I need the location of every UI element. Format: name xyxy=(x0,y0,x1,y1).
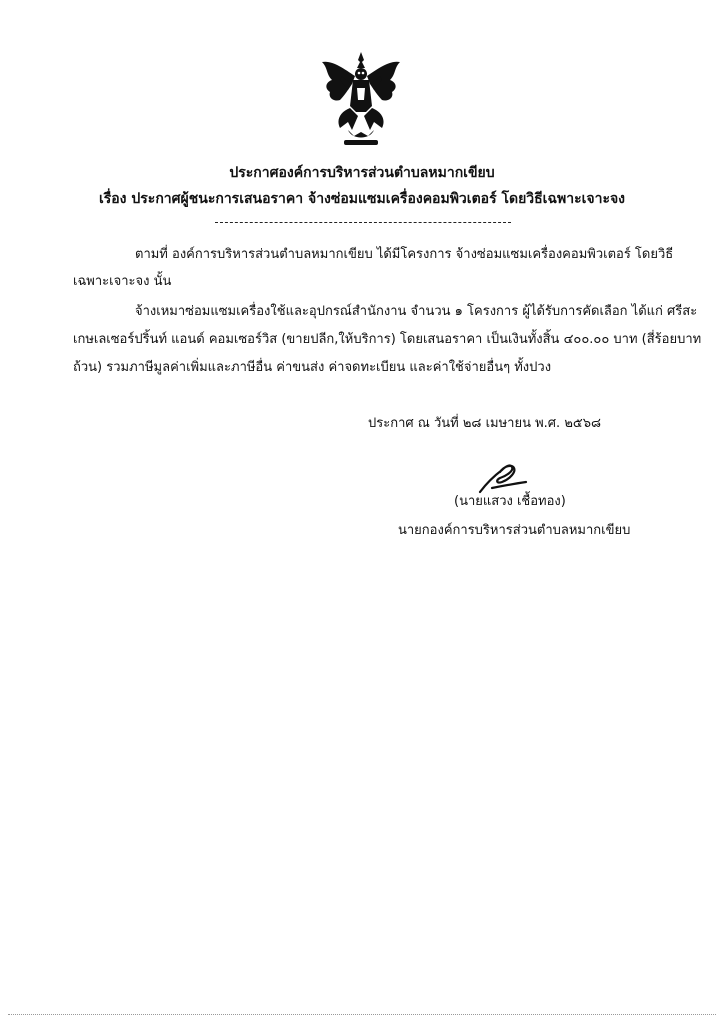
page-bottom-divider xyxy=(8,1014,716,1015)
paragraph-1-line-1: ตามที่ องค์การบริหารส่วนตำบลหมากเขียบ ได้มีโครงการ จ้างซ่อมแซมเครื่องคอมพิวเตอร์ โดยวิธี xyxy=(135,247,674,262)
paragraph-2-line-3: ถ้วน) รวมภาษีมูลค่าเพิ่มและภาษีอื่น ค่าขนส่ง ค่าจดทะเบียน และค่าใช้จ่ายอื่นๆ ทั้งปวง xyxy=(73,360,552,375)
signer-name: (นายแสวง เชื้อทอง) xyxy=(454,494,566,509)
paragraph-2-line-1: จ้างเหมาซ่อมแซมเครื่องใช้และอุปกรณ์สำนักงาน จำนวน ๑ โครงการ ผู้ได้รับการคัดเลือก ได้แก่ ศรีสะ xyxy=(135,304,698,319)
garuda-emblem-icon xyxy=(318,50,404,150)
paragraph-1-line-2: เฉพาะเจาะจง นั้น xyxy=(73,274,172,289)
signer-position: นายกองค์การบริหารส่วนตำบลหมากเขียบ xyxy=(398,523,631,538)
paragraph-2-line-2: เกษเลเซอร์ปริ้นท์ แอนด์ คอมเซอร์วิส (ขายปลีก,ให้บริการ) โดยเสนอราคา เป็นเงินทั้งสิ้น ๔๐๐.๐๐ บาท (สี่ร้อยบาท xyxy=(73,332,702,347)
title-divider xyxy=(215,222,511,223)
announcement-title: ประกาศองค์การบริหารส่วนตำบลหมากเขียบ xyxy=(229,165,495,181)
announcement-subject: เรื่อง ประกาศผู้ชนะการเสนอราคา จ้างซ่อมแซมเครื่องคอมพิวเตอร์ โดยวิธีเฉพาะเจาะจง xyxy=(98,191,626,207)
announcement-date: ประกาศ ณ วันที่ ๒๘ เมษายน พ.ศ. ๒๕๖๘ xyxy=(368,416,602,431)
